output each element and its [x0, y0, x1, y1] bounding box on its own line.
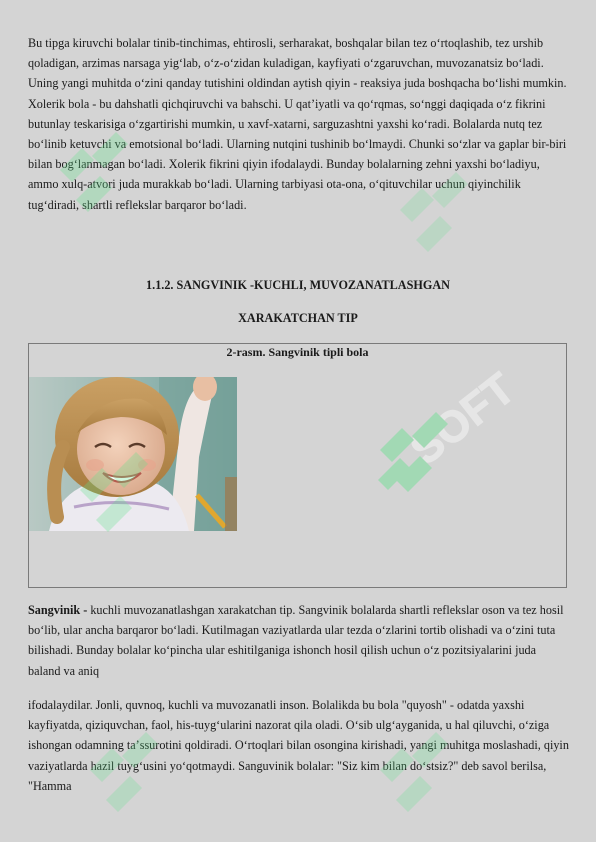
smiling-girl-photo	[29, 377, 237, 531]
figure-caption: 2-rasm. Sangvinik tipli bola	[226, 345, 369, 359]
paragraph-sangvinik-body: kuchli muvozanatlashgan xarakatchan tip. Sangvinik bolalarda shartli reflekslar oson va tez hosil boʻlib, ular ancha barqaror boʻladi. Kutilmagan vaziyatlarda ular tezda oʻzlarini tortib olishadi va oʻzini tuta bilishadi. Bunday bolalar koʻpincha ular eshitilganiga ishonch hosil qilish uchun oʻz pozitsiyalarini juda baland va aniq	[28, 603, 564, 678]
paragraph-sangvinik	[28, 600, 570, 681]
watermark-text: SOFT	[401, 363, 525, 475]
paragraph-sangvinik-continued: ifodalaydilar. Jonli, quvnoq, kuchli va muvozanatli inson. Bolalikda bu bola "quyosh" - odatda yaxshi kayfiyatda, qiziquvchan, faol, his-tuygʻularini nazorat qila oladi. Oʻsib ulgʻayganida, u hal qiluvchi, oʻziga ishongan odamning taʼssurotini qoldiradi. Oʻrtoqlari bilan osongina kirishadi, yangi muhitga moslashadi, qiyin vaziyatlarda hazil tuygʻusini yoʻqotmaydi. Sanguvinik bolalar: "Siz kim bilan doʻstsiz?" deb savol berilsa, "Hamma	[28, 698, 569, 793]
paragraph-xolerik: Bu tipga kiruvchi bolalar tinib-tinchimas, ehtirosli, serharakat, boshqalar bilan tez oʻrtoqlashib, tez urshib qoladigan, arzimas narsaga yigʻlab, oʻz-oʻzidan kuladigan, kayfiyati oʻzgaruvchan, muvozanatsiz boʻladi. Uning yangi muhitda oʻzini qanday tutishini oldindan aytish qiyin - reaksiya juda boshqacha boʻlishi mumkin. Xolerik bola - bu dahshatli qichqiruvchi va bahschi. U qatʼiyatli va qoʻrqmas, soʻnggi daqiqada oʻz fikrini butunlay teskarisiga oʻzgartirishi mumkin, u xavf-xatarni, sarguzashtni yaxshi koʻradi. Bolalarda nutq tez boʻlinib ketuvchi va emotsional boʻladi. Ularning nutqini tushinib boʻlmaydi. Chunki soʻzlar va gaplar bir-biri bilan bogʻlanmagan boʻladi. Xolerik fikrini qiyin ifodalaydi. Bunday bolalarning zehni yaxshi boʻladiyu, ammo xulq-atvori juda murakkab boʻladi. Ularning tarbiyasi ota-ona, oʻqituvchilar uchun qiyinchilik tugʻdiradi, shartli reflekslar barqaror boʻladi.	[28, 36, 567, 212]
term-sangvinik: Sangvinik -	[28, 603, 88, 617]
section-heading-line2: XARAKATCHAN TIP	[238, 311, 358, 325]
figure-frame	[28, 343, 567, 588]
section-heading-line1: 1.1.2. SANGVINIK -KUCHLI, MUVOZANATLASHGAN	[146, 278, 450, 292]
